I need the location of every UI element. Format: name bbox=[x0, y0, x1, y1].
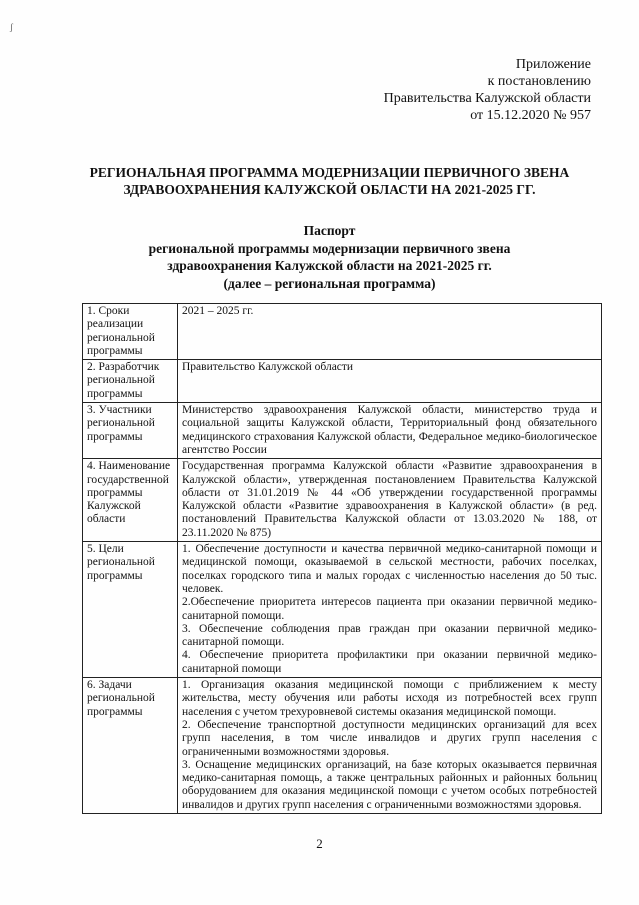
row-value bbox=[178, 678, 602, 814]
main-title-line-1: РЕГИОНАЛЬНАЯ ПРОГРАММА МОДЕРНИЗАЦИИ ПЕРВИЧНОГО ЗВЕНА bbox=[89, 165, 570, 180]
table-row bbox=[83, 403, 602, 459]
appendix-block bbox=[384, 56, 591, 124]
appendix-line-2: к постановлению bbox=[487, 74, 591, 89]
page-number: 2 bbox=[316, 836, 323, 851]
table-row bbox=[83, 678, 602, 814]
row-value bbox=[178, 459, 602, 542]
margin-mark: ʃ bbox=[10, 22, 13, 32]
row-value bbox=[178, 304, 602, 360]
passport-line-4: (далее – региональная программа) bbox=[223, 275, 436, 291]
row-paragraph: Министерство здравоохранения Калужской области, министерство труда и социальной защиты Калужской области, Территориальный фонд обязательного медицинского страхования Калужской области, Федеральное медико-биологическое агентство России bbox=[182, 404, 597, 456]
row-value bbox=[178, 360, 602, 403]
row-label: 2. Разработчик региональной программы bbox=[83, 360, 178, 403]
passport-heading bbox=[60, 222, 599, 292]
row-label: 3. Участники региональной программы bbox=[83, 403, 178, 459]
row-value bbox=[178, 542, 602, 678]
row-paragraph: 3. Оснащение медицинских организаций, на базе которых оказывается первичная медико-санитарная помощь, а также центральных районных и районных больниц оборудованием для оказания медицинской помощи с учетом особых потребностей инвалидов и других групп населения с ограниченными возможностями здоровья. bbox=[182, 758, 597, 811]
table-row bbox=[83, 542, 602, 678]
row-paragraph: 2. Обеспечение транспортной доступности медицинских организаций для всех групп населения, в том числе инвалидов и других групп населения с ограниченными возможностями здоровья. bbox=[182, 718, 597, 758]
table-row bbox=[83, 360, 602, 403]
passport-line-2: региональной программы модернизации первичного звена bbox=[148, 240, 511, 256]
appendix-line-3: Правительства Калужской области bbox=[383, 91, 591, 106]
row-paragraph: Правительство Калужской области bbox=[182, 361, 354, 374]
row-paragraph: 1. Обеспечение доступности и качества первичной медико-санитарной помощи и медицинской помощи, оказываемой в сельской местности, рабочих поселках, поселках городского типа и малых городах с численностью населения до 50 тыс. человек. bbox=[182, 543, 597, 595]
row-label: 1. Сроки реализации региональной программы bbox=[83, 304, 178, 360]
row-paragraph: 2021 – 2025 гг. bbox=[182, 305, 254, 317]
appendix-line-4: от 15.12.2020 № 957 bbox=[470, 108, 591, 123]
passport-table bbox=[82, 303, 602, 814]
table-row bbox=[83, 304, 602, 360]
passport-line-3: здравоохранения Калужской области на 2021-2025 гг. bbox=[167, 258, 492, 273]
row-paragraph: 2.Обеспечение приоритета интересов пациента при оказании первичной медико-санитарной помощи. bbox=[182, 596, 597, 622]
row-label: 5. Цели региональной программы bbox=[83, 542, 178, 678]
row-value bbox=[178, 403, 602, 459]
row-paragraph: 3. Обеспечение соблюдения прав граждан при оказании первичной медико-санитарной помощи. bbox=[182, 622, 597, 649]
table-row bbox=[83, 459, 602, 542]
row-paragraph: 1. Организация оказания медицинской помощи с приближением к месту жительства, месту обучения или работы исходя из потребностей всех групп населения с учетом трехуровневой системы оказания медицинской помощи. bbox=[182, 679, 597, 718]
row-label: 4. Наименование государственной программы Калужской области bbox=[83, 459, 178, 542]
main-title bbox=[60, 164, 599, 198]
main-title-line-2: ЗДРАВООХРАНЕНИЯ КАЛУЖСКОЙ ОБЛАСТИ НА 2021-2025 ГГ. bbox=[123, 182, 536, 197]
passport-line-1: Паспорт bbox=[303, 223, 356, 238]
row-paragraph: Государственная программа Калужской области «Развитие здравоохранения в Калужской области», утвержденная постановлением Правительства Калужской области от 31.01.2019 № 44 «Об утверждении государственной программы Калужской области «Развитие здравоохранения в Калужской области» (в ред. постановлений Правительства Калужской области от 13.03.2020 № 188, от 23.11.2020 № 875) bbox=[182, 460, 597, 539]
row-paragraph: 4. Обеспечение приоритета профилактики при оказании первичной медико-санитарной помощи bbox=[182, 649, 597, 675]
appendix-line-1: Приложение bbox=[515, 57, 591, 72]
row-label: 6. Задачи региональной программы bbox=[83, 678, 178, 814]
